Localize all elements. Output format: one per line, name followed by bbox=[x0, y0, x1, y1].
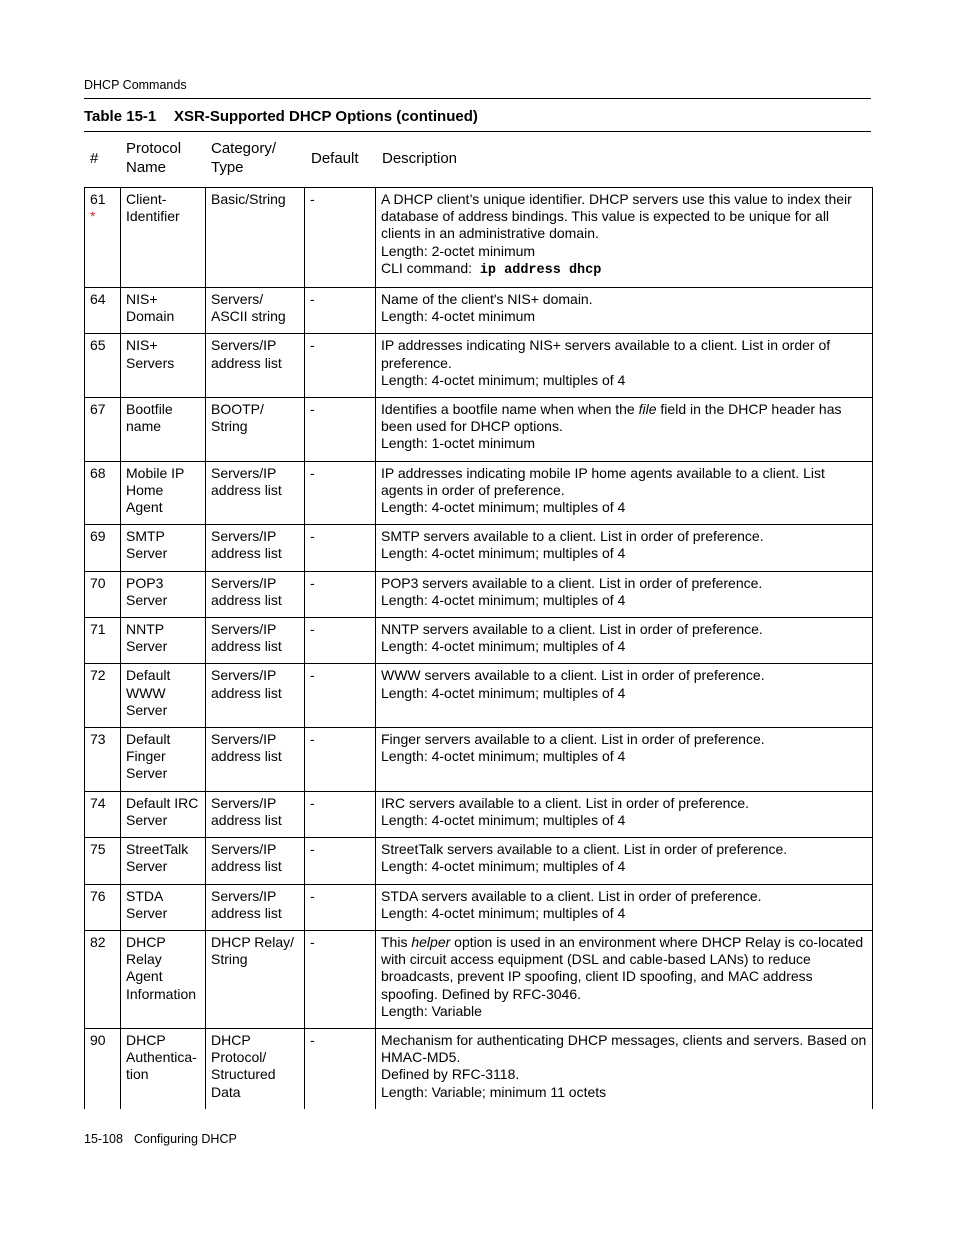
table-row bbox=[85, 664, 873, 728]
description-cell bbox=[376, 618, 873, 664]
description-line: Finger servers available to a client. List in order of preference. bbox=[381, 731, 765, 748]
category-type-cell bbox=[206, 728, 305, 792]
default-cell bbox=[305, 930, 376, 1028]
default-value: - bbox=[310, 574, 315, 591]
description-text-part: option is used in an environment where DHCP Relay is co-located with circuit access equipment (DSL and cable-based LANs) to reduce broadcasts, prevent IP spoofing, client ID spoofing, and MAC address spoofing. Defined by RFC-3046. bbox=[381, 933, 864, 1002]
category-type-line: String bbox=[211, 951, 248, 968]
cli-command: ip address dhcp bbox=[479, 262, 602, 278]
table-row bbox=[85, 288, 873, 334]
category-type-line: Servers/IP bbox=[211, 794, 277, 811]
default-value: - bbox=[310, 401, 315, 418]
dhcp-options-table bbox=[84, 187, 873, 1109]
description-line: Length: 4-octet minimum; multiples of 4 bbox=[381, 811, 626, 828]
category-type-line: address list bbox=[211, 481, 282, 498]
default-value: - bbox=[310, 291, 315, 308]
option-number: 90 bbox=[90, 1031, 106, 1048]
option-number: 69 bbox=[90, 528, 106, 545]
description-text bbox=[381, 934, 867, 1003]
category-type-cell bbox=[206, 664, 305, 728]
default-value: - bbox=[310, 191, 315, 207]
protocol-name-line: Server bbox=[126, 591, 168, 608]
protocol-name-line: Home bbox=[126, 481, 164, 498]
description-line: Length: 2-octet minimum bbox=[381, 242, 536, 259]
default-cell bbox=[305, 728, 376, 792]
protocol-name-line: NIS+ bbox=[126, 337, 158, 354]
category-type-line: address list bbox=[211, 904, 282, 921]
protocol-name-cell bbox=[121, 571, 206, 617]
col-header-category: Category/ Type bbox=[211, 140, 277, 176]
table-row bbox=[85, 398, 873, 462]
description-line: IP addresses indicating mobile IP home agents available to a client. List agents in order of preference. bbox=[381, 464, 825, 498]
description-line: Defined by RFC-3118. bbox=[381, 1066, 520, 1083]
default-value: - bbox=[310, 1031, 315, 1048]
description-line: Length: 4-octet minimum; multiples of 4 bbox=[381, 638, 626, 655]
description-line: Length: 4-octet minimum; multiples of 4 bbox=[381, 684, 626, 701]
option-number-cell bbox=[85, 398, 121, 462]
footer-chapter: Configuring DHCP bbox=[134, 1132, 237, 1146]
default-cell bbox=[305, 461, 376, 525]
description-cell bbox=[376, 571, 873, 617]
protocol-name-cell bbox=[121, 791, 206, 837]
default-cell bbox=[305, 525, 376, 571]
description-text-part: field in the DHCP header has been used for DHCP options. bbox=[381, 401, 842, 435]
protocol-name-line: tion bbox=[126, 1066, 149, 1083]
category-type-cell bbox=[206, 334, 305, 398]
description-italic-term: helper bbox=[411, 933, 451, 950]
option-number: 64 bbox=[90, 291, 106, 308]
protocol-name-line: Domain bbox=[126, 308, 175, 325]
option-number: 76 bbox=[90, 887, 106, 904]
description-line: A DHCP client’s unique identifier. DHCP servers use this value to index their database of address bindings. This value is expected to be unique for all clients in an administrative domain. bbox=[381, 191, 852, 242]
category-type-line: Servers/IP bbox=[211, 574, 277, 591]
protocol-name-line: Relay bbox=[126, 951, 162, 968]
protocol-name-line: Authentica- bbox=[126, 1049, 197, 1066]
category-type-line: DHCP Relay/ bbox=[211, 933, 294, 950]
category-type-line: String bbox=[211, 418, 248, 435]
col-header-protocol: Protocol Name bbox=[126, 140, 182, 176]
default-cell bbox=[305, 288, 376, 334]
description-line: Length: 4-octet minimum; multiples of 4 bbox=[381, 904, 626, 921]
footer-page-number: 15-108 bbox=[84, 1132, 123, 1146]
description-line: NNTP servers available to a client. List in order of preference. bbox=[381, 621, 763, 638]
protocol-name-cell bbox=[121, 838, 206, 884]
col-header-description: Description bbox=[382, 149, 458, 167]
category-type-line: address list bbox=[211, 638, 282, 655]
protocol-name-cell bbox=[121, 461, 206, 525]
table-row bbox=[85, 884, 873, 930]
protocol-name-line: POP3 bbox=[126, 574, 164, 591]
protocol-name-line: Agent bbox=[126, 968, 163, 985]
description-line: Length: Variable; minimum 11 octets bbox=[381, 1083, 607, 1100]
description-line: Length: 1-octet minimum bbox=[381, 435, 536, 452]
option-number: 72 bbox=[90, 667, 106, 684]
protocol-name-cell bbox=[121, 288, 206, 334]
title-rule bbox=[84, 131, 871, 132]
description-line: IP addresses indicating NIS+ servers available to a client. List in order of preference. bbox=[381, 337, 831, 371]
category-type-line: Servers/IP bbox=[211, 731, 277, 748]
category-type-cell bbox=[206, 791, 305, 837]
protocol-name-cell bbox=[121, 664, 206, 728]
category-type-line: address list bbox=[211, 811, 282, 828]
category-type-line: address list bbox=[211, 748, 282, 765]
category-type-cell bbox=[206, 525, 305, 571]
description-cell bbox=[376, 930, 873, 1028]
protocol-name-line: Servers bbox=[126, 354, 175, 371]
default-cell bbox=[305, 884, 376, 930]
protocol-name-line: Agent bbox=[126, 499, 163, 516]
default-value: - bbox=[310, 887, 315, 904]
page-footer bbox=[84, 1132, 237, 1146]
category-type-line: address list bbox=[211, 545, 282, 562]
default-cell bbox=[305, 838, 376, 884]
description-line: Length: 4-octet minimum; multiples of 4 bbox=[381, 371, 626, 388]
protocol-name-line: StreetTalk bbox=[126, 841, 189, 858]
description-line: SMTP servers available to a client. List in order of preference. bbox=[381, 528, 764, 545]
cli-command-line bbox=[381, 260, 867, 279]
description-cell bbox=[376, 728, 873, 792]
protocol-name-line: Client- bbox=[126, 191, 167, 207]
default-cell bbox=[305, 188, 376, 288]
category-type-cell bbox=[206, 884, 305, 930]
protocol-name-line: Server bbox=[126, 765, 168, 782]
option-number: 82 bbox=[90, 933, 106, 950]
category-type-line: Servers/IP bbox=[211, 887, 277, 904]
option-number: 73 bbox=[90, 731, 106, 748]
category-type-line: Servers/IP bbox=[211, 667, 277, 684]
description-cell bbox=[376, 838, 873, 884]
protocol-name-line: Information bbox=[126, 985, 197, 1002]
option-number-cell bbox=[85, 334, 121, 398]
col-header-num: # bbox=[90, 149, 99, 167]
category-type-line: DHCP bbox=[211, 1031, 251, 1048]
default-value: - bbox=[310, 933, 315, 950]
option-number-cell bbox=[85, 664, 121, 728]
category-type-line: Basic/String bbox=[211, 191, 286, 207]
category-type-line: Servers/ bbox=[211, 291, 264, 308]
protocol-name-line: DHCP bbox=[126, 933, 166, 950]
option-number: 65 bbox=[90, 337, 106, 354]
default-value: - bbox=[310, 667, 315, 684]
table-row bbox=[85, 791, 873, 837]
description-line: IRC servers available to a client. List in order of preference. bbox=[381, 794, 750, 811]
description-line: StreetTalk servers available to a client. List in order of preference. bbox=[381, 841, 788, 858]
cli-command-label: CLI command: bbox=[381, 259, 473, 276]
protocol-name-cell bbox=[121, 525, 206, 571]
table-row bbox=[85, 571, 873, 617]
description-cell bbox=[376, 188, 873, 288]
option-number-cell bbox=[85, 930, 121, 1028]
description-cell bbox=[376, 884, 873, 930]
option-number-cell bbox=[85, 791, 121, 837]
category-type-line: address list bbox=[211, 684, 282, 701]
table-row bbox=[85, 618, 873, 664]
option-number-cell bbox=[85, 571, 121, 617]
protocol-name-line: Server bbox=[126, 701, 168, 718]
category-type-cell bbox=[206, 618, 305, 664]
table-row bbox=[85, 838, 873, 884]
table-row bbox=[85, 1028, 873, 1108]
option-number: 61 bbox=[90, 191, 106, 207]
description-line: Length: 4-octet minimum; multiples of 4 bbox=[381, 499, 626, 516]
protocol-name-line: Finger bbox=[126, 748, 166, 765]
option-number: 75 bbox=[90, 841, 106, 858]
category-type-line: Servers/IP bbox=[211, 841, 277, 858]
table-row bbox=[85, 461, 873, 525]
category-type-cell bbox=[206, 398, 305, 462]
description-cell bbox=[376, 525, 873, 571]
description-text-part: Identifies a bootfile name when when the bbox=[381, 401, 639, 418]
category-type-cell bbox=[206, 1028, 305, 1108]
default-cell bbox=[305, 618, 376, 664]
table-number: Table 15-1 bbox=[84, 108, 157, 125]
table-title bbox=[84, 108, 478, 125]
option-number-cell bbox=[85, 884, 121, 930]
option-number: 67 bbox=[90, 401, 106, 418]
table-title-text: XSR-Supported DHCP Options (continued) bbox=[174, 108, 478, 125]
option-number: 70 bbox=[90, 574, 106, 591]
protocol-name-line: Default IRC bbox=[126, 794, 199, 811]
protocol-name-cell bbox=[121, 1028, 206, 1108]
category-type-cell bbox=[206, 838, 305, 884]
protocol-name-line: Server bbox=[126, 638, 168, 655]
option-number-cell bbox=[85, 728, 121, 792]
category-type-cell bbox=[206, 188, 305, 288]
category-type-cell bbox=[206, 288, 305, 334]
description-line: Length: 4-octet minimum; multiples of 4 bbox=[381, 591, 626, 608]
protocol-name-line: WWW bbox=[126, 684, 166, 701]
category-type-line: Servers/IP bbox=[211, 621, 277, 638]
description-cell bbox=[376, 1028, 873, 1108]
protocol-name-line: Identifier bbox=[126, 208, 180, 225]
protocol-name-line: Default bbox=[126, 731, 171, 748]
protocol-name-line: DHCP bbox=[126, 1031, 166, 1048]
description-line: Mechanism for authenticating DHCP messages, clients and servers. Based on HMAC-MD5. bbox=[381, 1031, 867, 1066]
default-cell bbox=[305, 791, 376, 837]
description-text-part: This bbox=[381, 933, 412, 950]
default-value: - bbox=[310, 731, 315, 748]
table-row bbox=[85, 334, 873, 398]
protocol-name-line: NNTP bbox=[126, 621, 165, 638]
description-cell bbox=[376, 791, 873, 837]
option-number-cell bbox=[85, 838, 121, 884]
default-cell bbox=[305, 334, 376, 398]
category-type-line: Structured bbox=[211, 1066, 276, 1083]
category-type-line: address list bbox=[211, 858, 282, 875]
protocol-name-cell bbox=[121, 930, 206, 1028]
option-number: 74 bbox=[90, 794, 106, 811]
protocol-name-cell bbox=[121, 188, 206, 288]
description-line: POP3 servers available to a client. List in order of preference. bbox=[381, 574, 763, 591]
required-marker: * bbox=[90, 208, 96, 225]
description-line: Length: 4-octet minimum; multiples of 4 bbox=[381, 545, 626, 562]
default-cell bbox=[305, 571, 376, 617]
table-body bbox=[85, 188, 873, 1109]
protocol-name-line: Server bbox=[126, 545, 168, 562]
protocol-name-cell bbox=[121, 728, 206, 792]
option-number-cell bbox=[85, 188, 121, 288]
description-text bbox=[381, 401, 867, 435]
protocol-name-line: STDA bbox=[126, 887, 164, 904]
category-type-line: Protocol/ bbox=[211, 1049, 267, 1066]
option-number-cell bbox=[85, 1028, 121, 1108]
protocol-name-cell bbox=[121, 398, 206, 462]
category-type-line: ASCII string bbox=[211, 308, 286, 325]
description-line: Name of the client's NIS+ domain. bbox=[381, 291, 593, 308]
option-number-cell bbox=[85, 461, 121, 525]
protocol-name-cell bbox=[121, 334, 206, 398]
description-line: Length: 4-octet minimum bbox=[381, 308, 536, 325]
description-line: Length: 4-octet minimum; multiples of 4 bbox=[381, 858, 626, 875]
category-type-line: BOOTP/ bbox=[211, 401, 264, 418]
option-number: 68 bbox=[90, 464, 106, 481]
protocol-name-cell bbox=[121, 884, 206, 930]
protocol-name-line: name bbox=[126, 418, 162, 435]
category-type-line: Servers/IP bbox=[211, 464, 277, 481]
category-type-line: Servers/IP bbox=[211, 528, 277, 545]
header-rule bbox=[84, 98, 871, 99]
protocol-name-line: Server bbox=[126, 904, 168, 921]
table-row bbox=[85, 188, 873, 288]
category-type-line: Servers/IP bbox=[211, 337, 277, 354]
protocol-name-line: Mobile IP bbox=[126, 464, 185, 481]
option-number-cell bbox=[85, 618, 121, 664]
default-value: - bbox=[310, 841, 315, 858]
description-italic-term: file bbox=[638, 401, 657, 418]
protocol-name-line: Default bbox=[126, 667, 171, 684]
option-number-cell bbox=[85, 525, 121, 571]
running-header: DHCP Commands bbox=[84, 78, 187, 92]
default-cell bbox=[305, 398, 376, 462]
table-row bbox=[85, 728, 873, 792]
default-cell bbox=[305, 1028, 376, 1108]
category-type-cell bbox=[206, 571, 305, 617]
description-line: WWW servers available to a client. List in order of preference. bbox=[381, 667, 765, 684]
table-row bbox=[85, 525, 873, 571]
description-cell bbox=[376, 288, 873, 334]
option-number: 71 bbox=[90, 621, 106, 638]
protocol-name-line: Bootfile bbox=[126, 401, 173, 418]
description-cell bbox=[376, 664, 873, 728]
column-headers bbox=[84, 138, 872, 178]
description-cell bbox=[376, 398, 873, 462]
protocol-name-line: NIS+ bbox=[126, 291, 158, 308]
option-number-cell bbox=[85, 288, 121, 334]
description-line: Length: 4-octet minimum; multiples of 4 bbox=[381, 748, 626, 765]
default-value: - bbox=[310, 621, 315, 638]
default-value: - bbox=[310, 528, 315, 545]
default-value: - bbox=[310, 794, 315, 811]
category-type-cell bbox=[206, 461, 305, 525]
table-row bbox=[85, 930, 873, 1028]
protocol-name-line: Server bbox=[126, 858, 168, 875]
category-type-line: address list bbox=[211, 354, 282, 371]
category-type-line: Data bbox=[211, 1083, 241, 1100]
default-value: - bbox=[310, 337, 315, 354]
description-line: STDA servers available to a client. List in order of preference. bbox=[381, 887, 762, 904]
category-type-line: address list bbox=[211, 591, 282, 608]
protocol-name-line: Server bbox=[126, 811, 168, 828]
description-cell bbox=[376, 334, 873, 398]
protocol-name-line: SMTP bbox=[126, 528, 165, 545]
category-type-cell bbox=[206, 930, 305, 1028]
description-line: Length: Variable bbox=[381, 1002, 482, 1019]
col-header-default: Default bbox=[311, 149, 359, 167]
description-cell bbox=[376, 461, 873, 525]
protocol-name-cell bbox=[121, 618, 206, 664]
default-cell bbox=[305, 664, 376, 728]
default-value: - bbox=[310, 464, 315, 481]
